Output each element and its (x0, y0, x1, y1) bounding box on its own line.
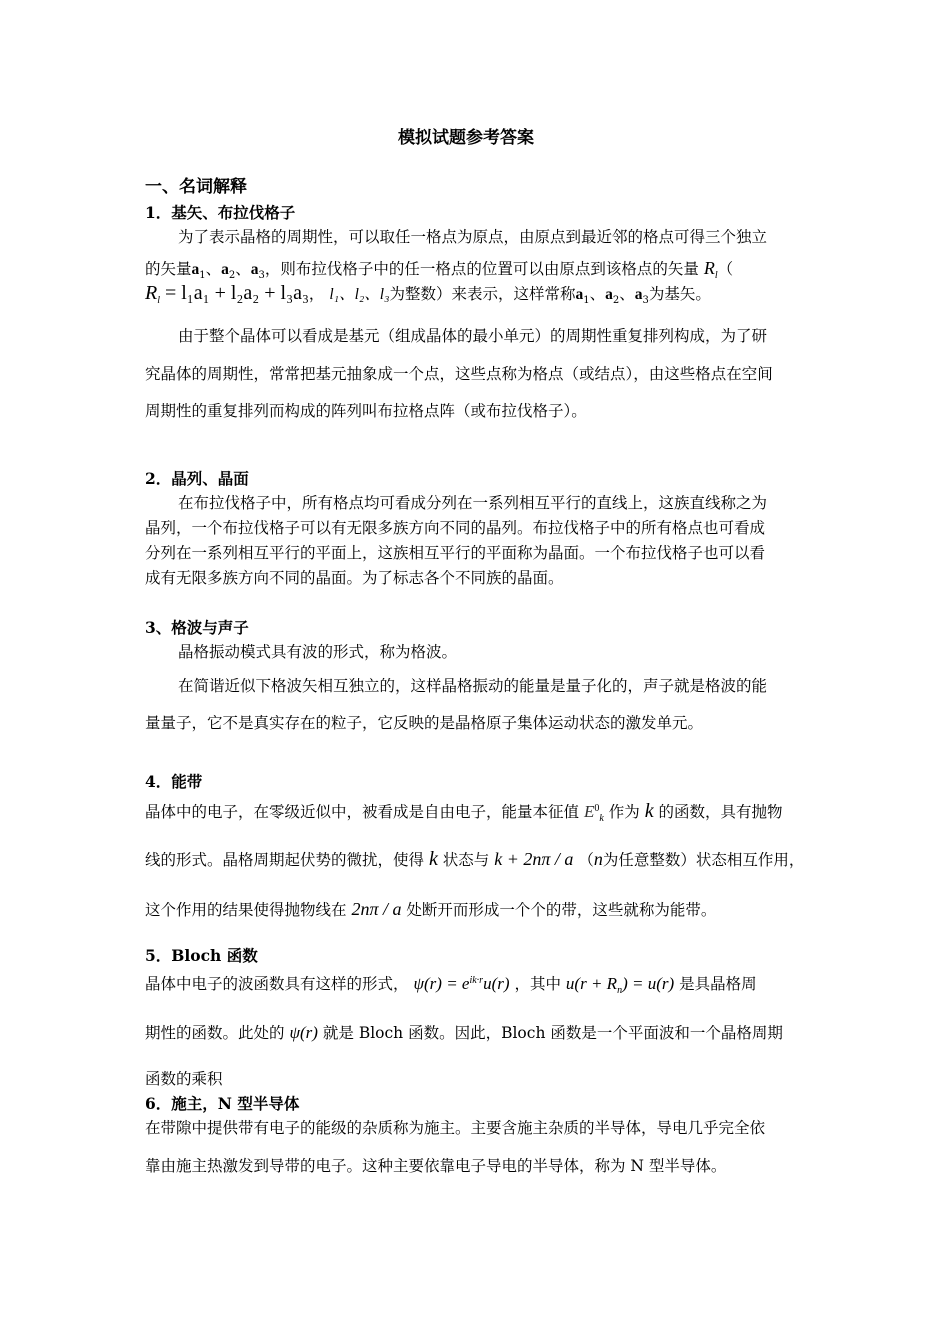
item-3-line3: 量量子，它不是真实存在的粒子，它反映的是晶格原子集体运动状态的激发单元。 (145, 714, 704, 732)
item-2-line4: 成有无限多族方向不同的晶面。为了标志各个不同族的晶面。 (145, 569, 564, 587)
item-1-para2-line1: 由于整个晶体可以看成是基元（组成晶体的最小单元）的周期性重复排列构成，为了研 (178, 327, 768, 345)
energy-symbol: E (583, 802, 595, 821)
item-1-para1-line2: 的矢量$a_1$、$a_2$、$a_3$，则布拉伐格子中的任一格点的位置可以由原点到该格点的矢量 $R_l$（ (145, 258, 734, 282)
item-6-heading: 6．施主，N 型半导体 (145, 1094, 300, 1113)
item-6-line1: 在带隙中提供带有电子的能级的杂质称为施主。主要含施主杂质的半导体，导电几乎完全依 (145, 1119, 766, 1137)
item-2-line3: 分列在一系列相互平行的平面上，这族相互平行的平面称为晶面。一个布拉伐格子也可以看 (145, 544, 766, 562)
item-4-line2: 线的形式。晶格周期起伏势的微扰，使得 k 状态与 k + 2nπ / a （n为任意整数）状态相互作用， (145, 848, 805, 870)
page-title: 模拟试题参考答案 (398, 128, 534, 148)
bloch-wavefunction-formula: ψ(r) = e (413, 974, 470, 993)
item-4-line1: 晶体中的电子，在零级近似中，被看成是自由电子，能量本征值 $E^0_k$ 作为 k 的函数，具有抛物 (145, 800, 783, 825)
item-3-line2: 在简谐近似下格波矢相互独立的，这样晶格振动的能量是量子化的，声子就是格波的能 (178, 677, 768, 695)
item-1-heading: 1．基矢、布拉伐格子 (145, 203, 296, 222)
item-5-line2: 期性的函数。此处的 ψ(r) 就是 Bloch 函数。因此，Bloch 函数是一个平面波和一个晶格周期 (145, 1023, 783, 1042)
item-5-line3: 函数的乘积 (145, 1070, 223, 1088)
item-3-heading: 3、格波与声子 (145, 618, 249, 637)
item-1-formula-line: $R_l = l_1a_1 + l_2a_2 + l_3a_3$， l₁、l₂、l₃为整数）来表示，这样常称$a_1$、$a_2$、$a_3$为基矢。 (145, 282, 711, 307)
lattice-vector-formula: R (145, 282, 158, 304)
item-5-line1: 晶体中电子的波函数具有这样的形式， $\psi(r) = e^{ik\cdot r}u(r)$ ，其中 $u(r + R_n) = u(r)$ 是具晶格周 (145, 974, 757, 997)
item-4-line3: 这个作用的结果使得抛物线在 2nπ / a 处断开而形成一个个的带，这些就称为能带。 (145, 899, 717, 919)
item-1-para2-line3: 周期性的重复排列而构成的阵列叫布拉格点阵（或布拉伐格子）。 (145, 402, 587, 420)
item-4-heading: 4．能带 (145, 772, 203, 791)
item-1-para1-line1: 为了表示晶格的周期性，可以取任一格点为原点，由原点到最近邻的格点可得三个独立 (178, 228, 768, 246)
item-6-line2: 靠由施主热激发到导带的电子。这种主要依靠电子导电的半导体，称为 N 型半导体。 (145, 1157, 727, 1175)
item-3-line1: 晶格振动模式具有波的形式，称为格波。 (178, 643, 458, 661)
periodic-function-formula: u(r + R (565, 974, 618, 993)
item-1-para2-line2: 究晶体的周期性，常常把基元抽象成一个点，这些点称为格点（或结点），由这些格点在空间 (145, 365, 773, 383)
item-5-heading: 5．Bloch 函数 (145, 946, 258, 965)
item-2-heading: 2．晶列、晶面 (145, 469, 249, 488)
section-heading-terms: 一、名词解释 (145, 177, 247, 197)
item-2-line2: 晶列，一个布拉伐格子可以有无限多族方向不同的晶列。布拉伐格子中的所有格点也可看成 (145, 519, 766, 537)
item-2-line1: 在布拉伐格子中，所有格点均可看成分列在一系列相互平行的直线上，这族直线称之为 (178, 494, 768, 512)
